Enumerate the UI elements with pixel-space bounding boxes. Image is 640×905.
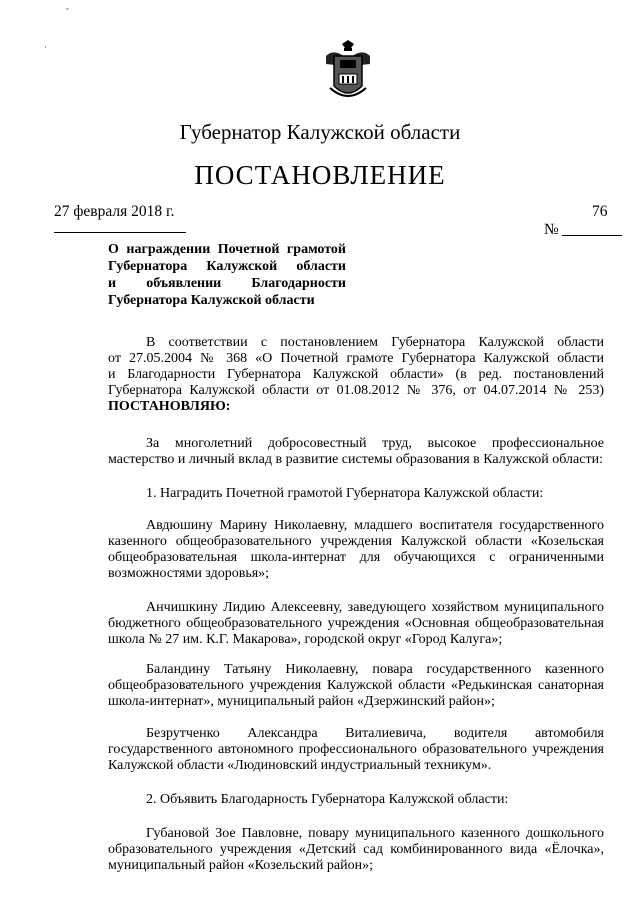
preamble-paragraph xyxy=(108,335,604,415)
award-paragraph-bezrutchenko xyxy=(108,726,604,774)
award-paragraph-balandina xyxy=(108,662,604,710)
text-line: казенного общеобразовательного учреждения Калужской области «Козельская xyxy=(108,534,604,549)
scan-speck: ˇ xyxy=(66,7,69,16)
date-underline xyxy=(54,232,186,233)
text-line: возможностями здоровья»; xyxy=(108,566,270,581)
text-line: муниципальный район «Козельский район»; xyxy=(108,858,373,873)
text-line: школа № 27 им. К.Г. Макарова», городской округ «Город Калуга»; xyxy=(108,632,503,647)
text-line: образовательного учреждения «Детский сад комбинированного вида «Ёлочка», xyxy=(108,842,604,857)
number-underline xyxy=(562,235,622,236)
document-date: 27 февраля 2018 г. xyxy=(54,203,175,220)
item-1-heading xyxy=(108,486,604,502)
subject-line: Губернатора Калужской области xyxy=(108,259,346,274)
text-line: общеобразовательная школа-интернат для обучающихся с ограниченными xyxy=(108,550,604,565)
item-2-heading xyxy=(108,792,604,808)
gratitude-paragraph-gubanova xyxy=(108,826,604,874)
coat-of-arms-icon xyxy=(318,38,378,106)
text-line: мастерство и личный вклад в развитие системы образования в Калужской области: xyxy=(108,452,603,467)
text-line: Баландину Татьяну Николаевну, повара государственного казенного xyxy=(146,662,604,677)
text-line: школа-интернат», муниципальный район «Дзержинский район»; xyxy=(108,694,495,709)
authority-title: Губернатор Калужской области xyxy=(179,120,461,144)
number-sign: № xyxy=(544,221,559,238)
subject-line: О награждении Почетной грамотой xyxy=(108,242,346,257)
subject-line: и объявлении Благодарности xyxy=(108,276,346,291)
text-line: общеобразовательного учреждения Калужской области «Редькинская санаторная xyxy=(108,678,604,693)
award-paragraph-avdyushina xyxy=(108,518,604,582)
text-line: Губановой Зое Павловне, повару муниципального казенного дошкольного xyxy=(146,826,604,841)
text-line: 2. Объявить Благодарность Губернатора Калужской области: xyxy=(146,792,509,807)
text-line: Губернатора Калужской области от 01.08.2012 № 376, от 04.07.2014 № 253) xyxy=(108,383,604,398)
document-subject xyxy=(108,241,346,309)
text-line: За многолетний добросовестный труд, высокое профессиональное xyxy=(146,436,604,451)
text-line: Авдюшину Марину Николаевну, младшего воспитателя государственного xyxy=(146,518,604,533)
scan-speck: · xyxy=(44,43,47,52)
document-type: ПОСТАНОВЛЕНИЕ xyxy=(194,160,446,190)
text-line: Калужской области «Людиновский индустриальный техникум». xyxy=(108,758,492,773)
text-line: Безрутченко Александра Виталиевича, водителя автомобиля xyxy=(146,726,604,741)
document-number: 76 xyxy=(592,203,608,220)
reason-paragraph xyxy=(108,436,604,468)
text-line: Анчишкину Лидию Алексеевну, заведующего хозяйством муниципального xyxy=(146,600,604,615)
text-line: и Благодарности Губернатора Калужской области» (в ред. постановлений xyxy=(108,367,604,382)
subject-line: Губернатора Калужской области xyxy=(108,293,315,308)
text-line: 1. Наградить Почетной грамотой Губернатора Калужской области: xyxy=(146,486,544,501)
text-line: от 27.05.2004 № 368 «О Почетной грамоте Губернатора Калужской области xyxy=(108,351,604,366)
decree-word: ПОСТАНОВЛЯЮ: xyxy=(108,399,231,414)
award-paragraph-anchishkina xyxy=(108,600,604,648)
text-line: государственного автономного профессионального образовательного учреждения xyxy=(108,742,604,757)
text-line: бюджетного общеобразовательного учреждения «Основная общеобразовательная xyxy=(108,616,604,631)
text-line: В соответствии с постановлением Губернатора Калужской области xyxy=(146,335,604,350)
